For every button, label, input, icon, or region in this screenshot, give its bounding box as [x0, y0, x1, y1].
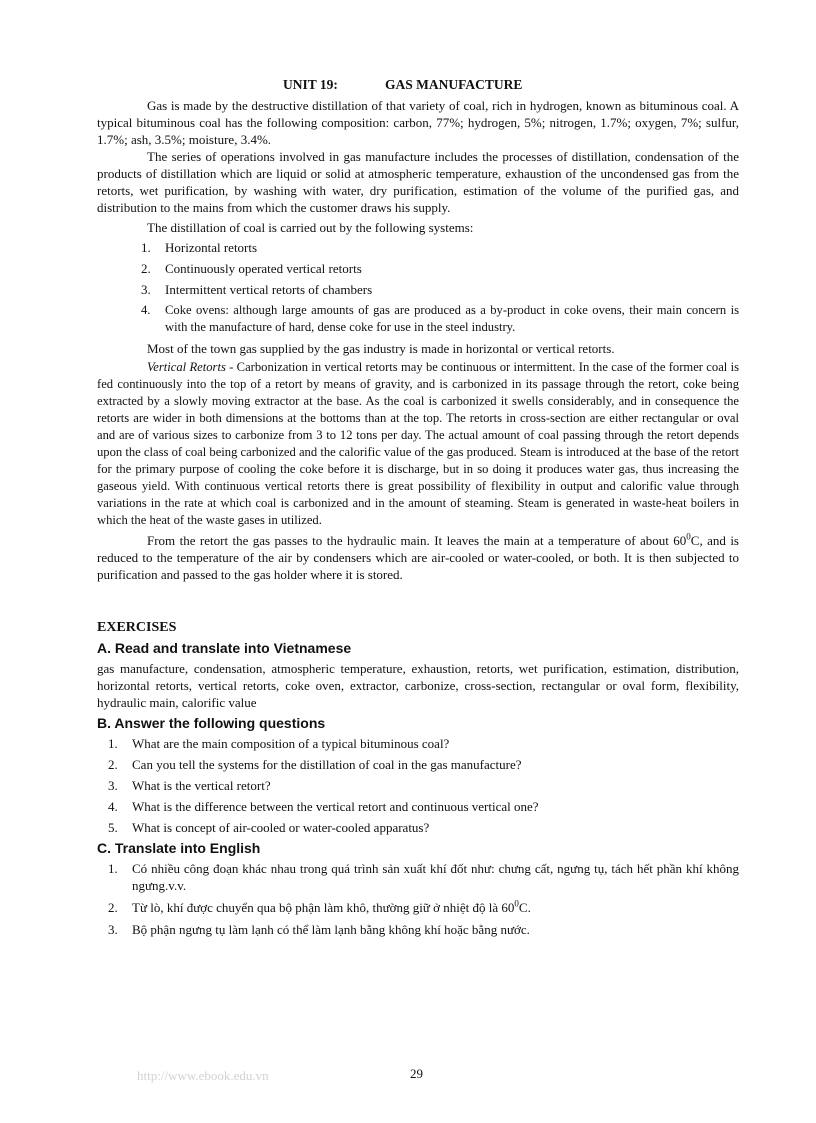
list-item: [97, 302, 739, 336]
list-number: 3.: [141, 282, 151, 297]
list-item: [97, 921, 739, 938]
hydraulic-main-text-a: From the retort the gas passes to the hydraulic main. It leaves the main at a temperature of about 60: [147, 533, 687, 548]
list-number: 2.: [108, 900, 118, 915]
question-text: Can you tell the systems for the distillation of coal in the gas manufacture?: [132, 757, 522, 772]
list-number: 3.: [108, 778, 118, 793]
question-text: What is the difference between the vertical retort and continuous vertical one?: [132, 799, 539, 814]
section-a-title: A. Read and translate into Vietnamese: [97, 640, 352, 656]
list-number: 1.: [141, 240, 151, 255]
unit-title: [97, 76, 739, 93]
questions-list: [97, 735, 739, 836]
section-b-title: B. Answer the following questions: [97, 715, 326, 731]
paragraph-systems-intro: The distillation of coal is carried out by the following systems:: [147, 220, 474, 235]
vertical-retorts-lead: Vertical Retorts: [147, 360, 226, 374]
list-text: Intermittent vertical retorts of chambers: [165, 282, 373, 297]
paragraph-hydraulic-main: [97, 532, 739, 583]
hydraulic-main-text-b: C, and is reduced to the temperature of the air by condensers which are air-cooled or water-cooled, or both. It is then subjected to purification and passed to the gas holder where it is stored.: [97, 533, 739, 582]
document-page: [97, 76, 739, 943]
unit-number: UNIT 19:: [283, 77, 338, 92]
list-item: [97, 281, 739, 298]
list-number: 5.: [108, 820, 118, 835]
list-text: Continuously operated vertical retorts: [165, 261, 362, 276]
list-number: 4.: [141, 303, 151, 317]
translation-text: Bộ phận ngưng tụ làm lạnh có thể làm lạnh bằng không khí hoặc bằng nước.: [132, 922, 530, 937]
translation-text-b: C.: [518, 900, 531, 915]
list-number: 2.: [108, 757, 118, 772]
paragraph-vertical-retorts: [97, 359, 739, 529]
section-c-title: C. Translate into English: [97, 840, 261, 856]
list-text: Horizontal retorts: [165, 240, 258, 255]
degree-superscript: 0: [514, 898, 519, 909]
list-number: 1.: [108, 736, 118, 751]
list-item: [97, 777, 739, 794]
exercises-heading: EXERCISES: [97, 620, 177, 635]
list-item: [97, 899, 739, 916]
vertical-retorts-body: - Carbonization in vertical retorts may be continuous or intermittent. In the case of the former coal is fed continuously into the top of a retort by means of gravity, and is carbonized in its passage through the retort, coke being extracted by a slowly moving extractor at the base. As the coal is carbonized it swells considerably, and in consequence the retorts are wider in both dimensions at the bottoms than at the top. The retorts in cross-section are either rectangular or oval and are of various sizes to carbonize from 3 to 12 tons per day. The actual amount of coal passing through the retort depends upon the class of coal being carbonized and the calorific value of the gas produced. Steam is introduced at the base of the retort for the primary purpose of cooling the coke before it is discharge, but in so doing it produces water gas, thus increasing the gaseous yield. With continuous vertical retorts there is great possibility of flexibility in output and calorific value through variations in the rate at which coal is carbonized and in the amount of steaming. Steam is generated in waste-heat boilers in which the heat of the waste gases in utilized.: [97, 360, 739, 527]
question-text: What is the vertical retort?: [132, 778, 271, 793]
section-a-vocabulary: gas manufacture, condensation, atmospheric temperature, exhaustion, retorts, wet purification, estimation, distribution, horizontal retorts, vertical retorts, coke oven, extractor, carbonize, cross-section, rectangular or oval form, flexibility, hydraulic main, calorific value: [97, 661, 739, 710]
list-item: [97, 239, 739, 256]
paragraph-intro: Gas is made by the destructive distillation of that variety of coal, rich in hydrogen, known as bituminous coal. A typical bituminous coal has the following composition: carbon, 77%; hydrogen, 5%; nitrogen, 1.7%; oxygen, 7%; sulfur, 1.7%; ash, 3.5%; moisture, 3.4%.: [97, 98, 739, 147]
page-number: 29: [410, 1066, 423, 1081]
question-text: What is concept of air-cooled or water-cooled apparatus?: [132, 820, 430, 835]
list-item: [97, 798, 739, 815]
list-text: Coke ovens: although large amounts of gas are produced as a by-product in coke ovens, their main concern is with the manufacture of hard, dense coke for use in the steel industry.: [165, 303, 739, 334]
list-item: [97, 735, 739, 752]
paragraph-town-gas: Most of the town gas supplied by the gas industry is made in horizontal or vertical retorts.: [147, 341, 615, 356]
list-item: [97, 819, 739, 836]
paragraph-operations: The series of operations involved in gas manufacture includes the processes of distillation, condensation of the products of distillation which are liquid or solid at atmospheric temperature, exhaustion of the uncondensed gas from the retorts, wet purification, by washing with water, dry purification, estimation of the volume of the purified gas, and distribution to the mains from which the customer draws his supply.: [97, 149, 739, 215]
translation-list: [97, 860, 739, 938]
list-number: 2.: [141, 261, 151, 276]
list-number: 3.: [108, 922, 118, 937]
systems-list: [97, 239, 739, 336]
list-item: [97, 860, 739, 894]
translation-text: Có nhiều công đoạn khác nhau trong quá trình sản xuất khí đốt như: chưng cất, ngưng tụ, tách hết phần khí không ngưng.v.v.: [132, 861, 739, 893]
footer-watermark-url: http://www.ebook.edu.vn: [137, 1068, 269, 1083]
list-item: [97, 756, 739, 773]
question-text: What are the main composition of a typical bituminous coal?: [132, 736, 450, 751]
list-number: 1.: [108, 861, 118, 876]
unit-name: GAS MANUFACTURE: [385, 77, 523, 92]
degree-superscript: 0: [686, 531, 691, 542]
list-number: 4.: [108, 799, 118, 814]
list-item: [97, 260, 739, 277]
translation-text-a: Từ lò, khí được chuyển qua bộ phận làm khô, thường giữ ở nhiệt độ là 60: [132, 900, 515, 915]
